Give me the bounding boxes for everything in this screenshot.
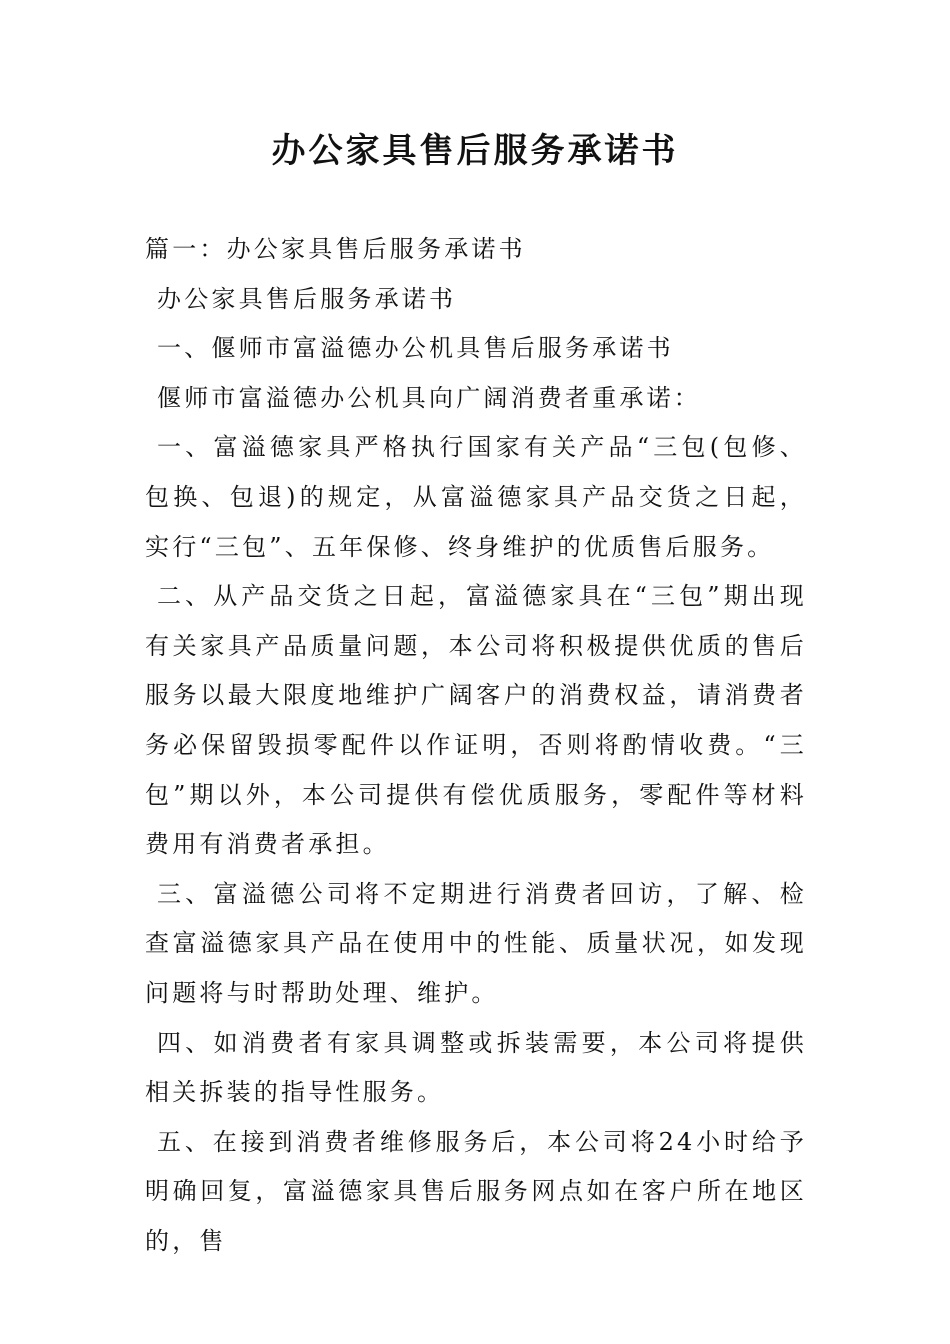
document-body xyxy=(145,225,807,1266)
intro-paragraph: 偃师市富溢德办公机具向广阔消费者重承诺： xyxy=(157,383,701,412)
clause-paragraph: 二、从产品交货之日起，富溢德家具在“三包”期出现有关家具产品质量问题，本公司将积极提供优质的售后服务以最大限度地维护广阔客户的消费权益，请消费者务必保留毁损零配件以作证明，否则将酌情收费。“三包”期以外，本公司提供有偿优质服务，零配件等材料费用有消费者承担。 xyxy=(145,582,807,859)
document-title: 办公家具售后服务承诺书 xyxy=(271,131,679,171)
subtitle: 办公家具售后服务承诺书 xyxy=(157,284,457,313)
clause-paragraph: 三、富溢德公司将不定期进行消费者回访，了解、检查富溢德家具产品在使用中的性能、质量状况，如发现问题将与时帮助处理、维护。 xyxy=(145,879,807,1007)
subsection-heading: 一、偃师市富溢德办公机具售后服务承诺书 xyxy=(157,334,674,363)
clause-paragraph: 一、富溢德家具严格执行国家有关产品“三包(包修、包换、包退)的规定，从富溢德家具产品交货之日起，实行“三包”、五年保修、终身维护的优质售后服务。 xyxy=(145,433,807,561)
clause-paragraph: 四、如消费者有家具调整或拆装需要，本公司将提供相关拆装的指导性服务。 xyxy=(145,1028,807,1107)
section-heading: 篇一：办公家具售后服务承诺书 xyxy=(145,235,526,263)
clause-paragraph: 五、在接到消费者维修服务后，本公司将24小时给予明确回复，富溢德家具售后服务网点如在客户所在地区的，售 xyxy=(145,1127,807,1255)
